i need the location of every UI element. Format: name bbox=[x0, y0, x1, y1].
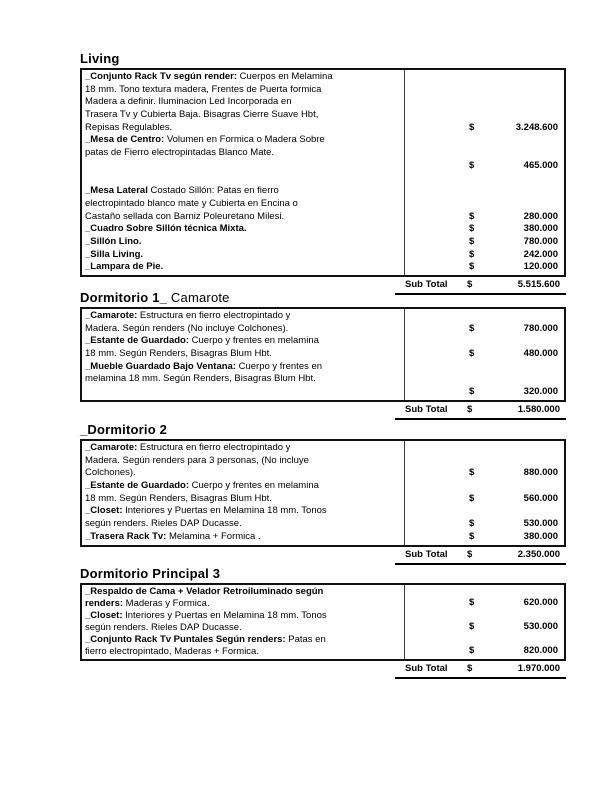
item-price: 560.000 bbox=[523, 492, 558, 504]
description-line: Castaño sellada con Barniz Poleuretano Milesi. bbox=[85, 210, 285, 222]
subtotal-currency-symbol: $ bbox=[467, 279, 473, 290]
item-price: 530.000 bbox=[523, 621, 558, 633]
currency-symbol: $ bbox=[469, 248, 475, 260]
item-description bbox=[82, 505, 398, 530]
item-description bbox=[82, 173, 398, 224]
currency-symbol: $ bbox=[469, 159, 475, 171]
description-line: _Sillón Lino. bbox=[85, 235, 142, 247]
item-price: 530.000 bbox=[523, 518, 558, 530]
description-line: _Estante de Guardado: Cuerpo y frentes en melamina bbox=[85, 335, 319, 347]
description-line: _Closet: Interiores y Puertas en Melamina 18 mm. Tonos bbox=[85, 610, 327, 621]
table-row bbox=[82, 223, 564, 236]
description-line: _Respaldo de Cama + Velador Retroiluminado según bbox=[85, 586, 324, 597]
currency-symbol: $ bbox=[469, 467, 475, 479]
description-line: _Lampara de Pie. bbox=[85, 261, 164, 273]
subtotal-label: Sub Total bbox=[405, 663, 448, 674]
section-heading-rest: Camarote bbox=[167, 290, 230, 305]
subtotal-label: Sub Total bbox=[405, 403, 448, 415]
subtotal-underline bbox=[395, 563, 566, 565]
item-description bbox=[82, 310, 398, 335]
description-line: Madera a definir. Iluminacion Led Incorporada en bbox=[85, 96, 292, 108]
currency-symbol: $ bbox=[469, 210, 475, 222]
description-line: según renders. Rieles DAP Ducasse. bbox=[85, 518, 242, 530]
description-line bbox=[85, 386, 398, 399]
subtotal-underline bbox=[395, 418, 566, 420]
table-row bbox=[82, 586, 564, 610]
item-price: 780.000 bbox=[523, 322, 558, 334]
currency-symbol: $ bbox=[469, 386, 475, 398]
description-line: Colchones). bbox=[85, 467, 136, 479]
description-line: patas de Fierro electropintadas Blanco Mate. bbox=[85, 147, 275, 159]
description-line: 18 mm. Según Renders, Bisagras Blum Hbt. bbox=[85, 348, 272, 360]
table-rows bbox=[82, 585, 564, 659]
table-row bbox=[82, 531, 564, 544]
item-price: 820.000 bbox=[523, 645, 558, 657]
subtotal-currency-symbol: $ bbox=[467, 403, 473, 415]
currency-symbol: $ bbox=[469, 261, 475, 273]
currency-symbol: $ bbox=[469, 348, 475, 360]
table-row bbox=[82, 480, 564, 505]
table-row bbox=[82, 134, 564, 172]
price-table bbox=[80, 307, 566, 402]
description-line: _Cuadro Sobre Sillón técnica Mixta. bbox=[85, 223, 247, 235]
item-description bbox=[82, 531, 398, 544]
item-description bbox=[82, 442, 398, 480]
subtotal-amount: 1.580.000 bbox=[517, 403, 560, 415]
description-line: _Conjunto Rack Tv Puntales Según renders: Patas en bbox=[85, 634, 326, 645]
table-row bbox=[82, 335, 564, 360]
item-description bbox=[82, 236, 398, 249]
description-line bbox=[85, 173, 398, 186]
section-heading bbox=[80, 52, 566, 66]
item-description bbox=[82, 223, 398, 236]
quote-section bbox=[80, 291, 566, 418]
subtotal-label: Sub Total bbox=[405, 548, 448, 560]
table-row bbox=[82, 442, 564, 480]
description-line: Repisas Regulables. bbox=[85, 121, 173, 133]
item-price: 620.000 bbox=[523, 597, 558, 609]
subtotal-row bbox=[80, 403, 566, 418]
item-description bbox=[82, 134, 398, 172]
item-price: 780.000 bbox=[523, 235, 558, 247]
description-line: según renders. Rieles DAP Ducasse. bbox=[85, 622, 242, 633]
subtotal-row bbox=[80, 548, 566, 563]
item-description bbox=[82, 586, 398, 610]
table-rows bbox=[82, 441, 564, 545]
description-line: _Camarote: Estructura en fierro electropintado y bbox=[85, 442, 291, 453]
quote-section bbox=[80, 52, 566, 293]
table-rows bbox=[82, 70, 564, 275]
item-description bbox=[82, 71, 398, 134]
table-row bbox=[82, 361, 564, 399]
description-line: _Mesa de Centro: Volumen en Formica o Madera Sobre bbox=[85, 134, 325, 146]
section-heading-bold: Dormitorio Principal 3 bbox=[80, 566, 221, 581]
currency-symbol: $ bbox=[469, 518, 475, 530]
currency-symbol: $ bbox=[469, 235, 475, 247]
description-line: _Mueble Guardado Bajo Ventana: Cuerpo y frentes en bbox=[85, 360, 323, 372]
item-price: 880.000 bbox=[523, 467, 558, 479]
description-line: 18 mm. Según Renders, Bisagras Blum Hbt. bbox=[85, 492, 272, 504]
currency-symbol: $ bbox=[469, 322, 475, 334]
section-heading bbox=[80, 423, 566, 437]
item-description bbox=[82, 361, 398, 399]
section-heading bbox=[80, 567, 566, 581]
item-price: 380.000 bbox=[523, 223, 558, 235]
description-line: Madera. Según renders para 3 personas, (No incluye bbox=[85, 454, 309, 466]
section-heading-bold: Living bbox=[80, 51, 120, 66]
currency-symbol: $ bbox=[469, 223, 475, 235]
quote-section bbox=[80, 423, 566, 563]
currency-symbol: $ bbox=[469, 621, 475, 633]
table-row bbox=[82, 249, 564, 262]
subtotal-amount: 5.515.600 bbox=[517, 279, 560, 290]
item-description bbox=[82, 480, 398, 505]
subtotal-currency-symbol: $ bbox=[467, 548, 473, 560]
table-row bbox=[82, 261, 564, 274]
description-line: 18 mm. Tono textura madera, Frentes de Puerta formica bbox=[85, 83, 322, 95]
quote-section bbox=[80, 567, 566, 677]
item-price: 320.000 bbox=[523, 386, 558, 398]
description-line: fierro electropintado, Maderas + Formica. bbox=[85, 646, 259, 657]
description-line: _Mesa Lateral Costado Sillón: Patas en fierro bbox=[85, 185, 279, 197]
item-price: 380.000 bbox=[523, 530, 558, 542]
description-line: _Camarote: Estructura en fierro electropintado y bbox=[85, 310, 291, 321]
table-row bbox=[82, 634, 564, 658]
section-heading bbox=[80, 291, 566, 305]
table-row bbox=[82, 505, 564, 530]
currency-symbol: $ bbox=[469, 597, 475, 609]
item-price: 120.000 bbox=[523, 261, 558, 273]
description-line: _Trasera Rack Tv: Melamina + Formica . bbox=[85, 530, 261, 542]
price-table bbox=[80, 583, 566, 661]
item-description bbox=[82, 335, 398, 360]
currency-symbol: $ bbox=[469, 492, 475, 504]
description-line: _Estante de Guardado: Cuerpo y frentes en melamina bbox=[85, 480, 319, 492]
item-price: 280.000 bbox=[523, 210, 558, 222]
table-row bbox=[82, 310, 564, 335]
item-description bbox=[82, 249, 398, 262]
item-price: 465.000 bbox=[523, 159, 558, 171]
price-table bbox=[80, 439, 566, 547]
section-heading-bold: _Dormitorio 2 bbox=[80, 422, 168, 437]
item-price: 3.248.600 bbox=[515, 121, 558, 133]
description-line bbox=[85, 160, 398, 173]
currency-symbol: $ bbox=[469, 530, 475, 542]
table-row bbox=[82, 173, 564, 224]
subtotal-underline bbox=[395, 677, 566, 679]
section-heading-bold: Dormitorio 1_ bbox=[80, 290, 168, 305]
item-price: 480.000 bbox=[523, 348, 558, 360]
item-price: 242.000 bbox=[523, 248, 558, 260]
description-line: _Conjunto Rack Tv según render: Cuerpos en Melamina bbox=[85, 71, 333, 82]
currency-symbol: $ bbox=[469, 121, 475, 133]
item-description bbox=[82, 634, 398, 658]
description-line: Trasera Tv y Cubierta Baja. Bisagras Cierre Suave Hbt, bbox=[85, 109, 319, 121]
subtotal-amount: 2.350.000 bbox=[517, 548, 560, 560]
description-line: Madera. Según renders (No incluye Colchones). bbox=[85, 322, 289, 334]
description-line: _Silla Living. bbox=[85, 248, 144, 260]
table-rows bbox=[82, 309, 564, 400]
description-line: electropintado blanco mate y Cubierta en Encina o bbox=[85, 197, 298, 209]
description-line: renders: Maderas y Formica. bbox=[85, 598, 210, 609]
currency-symbol: $ bbox=[469, 645, 475, 657]
subtotal-label: Sub Total bbox=[405, 279, 448, 290]
table-row bbox=[82, 610, 564, 634]
description-line: _Closet: Interiores y Puertas en Melamina 18 mm. Tonos bbox=[85, 505, 327, 517]
subtotal-row bbox=[80, 662, 566, 677]
table-row bbox=[82, 236, 564, 249]
description-line: melamina 18 mm. Según Renders, Bisagras Blum Hbt. bbox=[85, 373, 316, 385]
price-table bbox=[80, 68, 566, 277]
subtotal-amount: 1.970.000 bbox=[517, 663, 560, 674]
subtotal-currency-symbol: $ bbox=[467, 663, 473, 674]
item-description bbox=[82, 610, 398, 634]
item-description bbox=[82, 261, 398, 274]
table-row bbox=[82, 71, 564, 134]
